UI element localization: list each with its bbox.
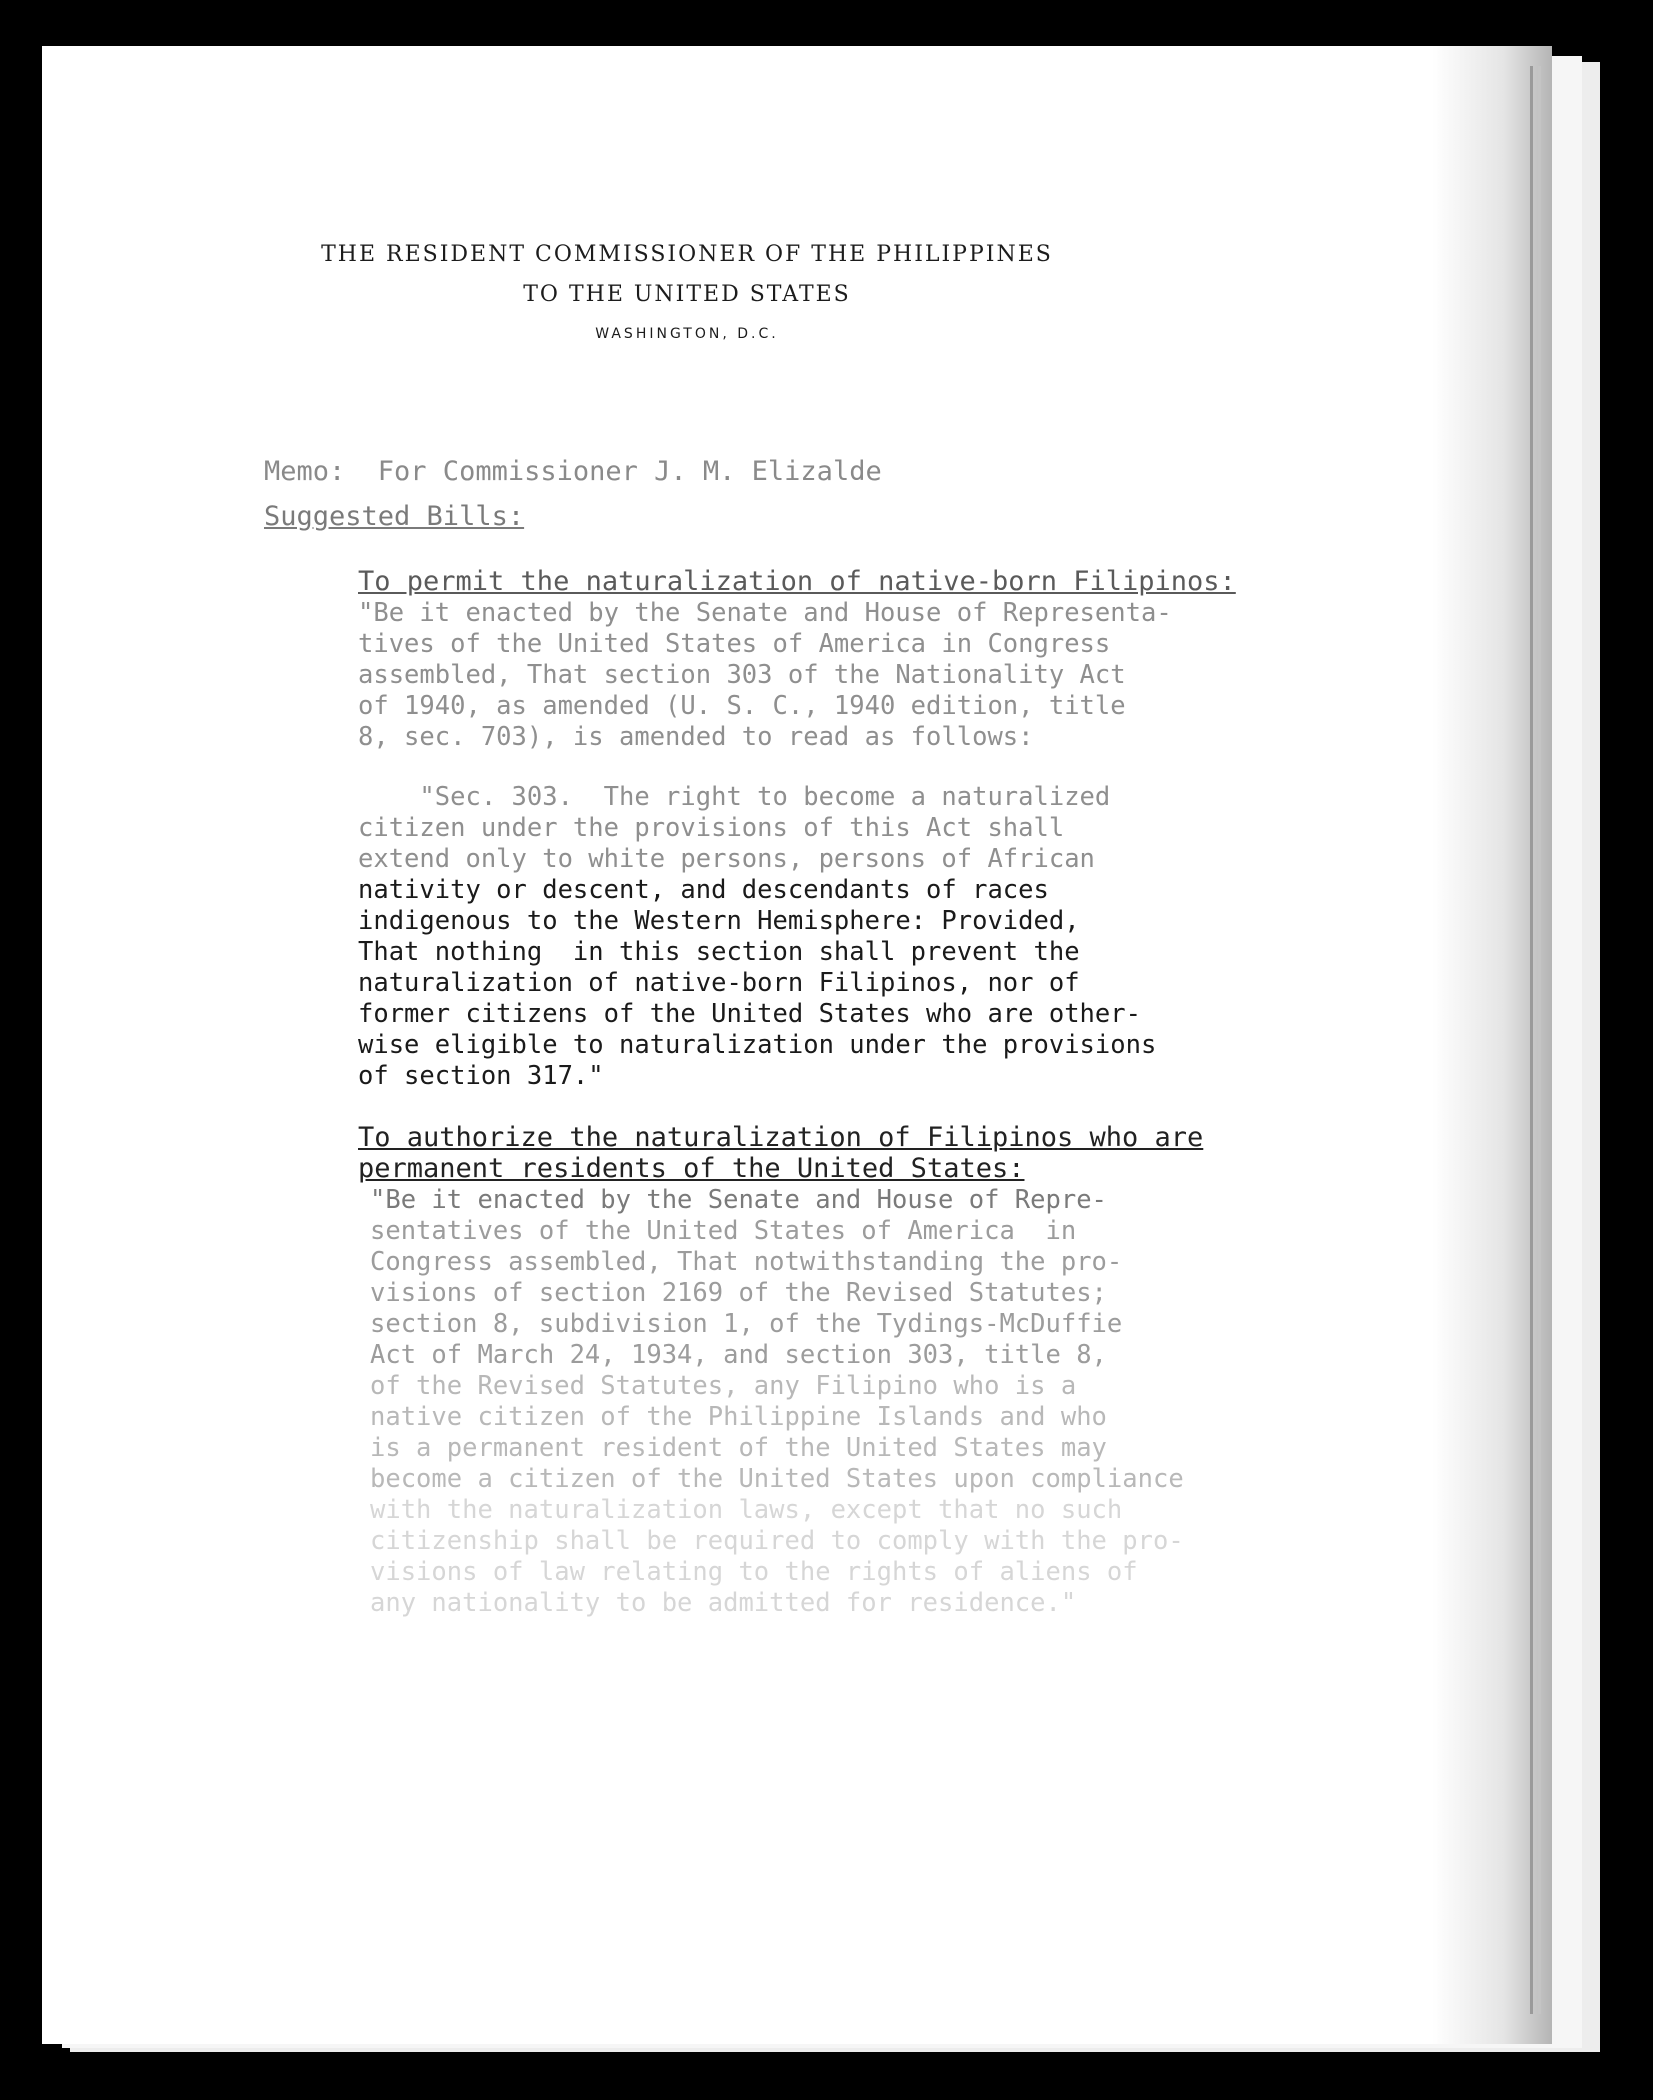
letterhead-location: WASHINGTON, D.C.: [595, 326, 779, 342]
letterhead-title: THE RESIDENT COMMISSIONER OF THE PHILIPPINES: [321, 242, 1053, 267]
letterhead-subtitle: TO THE UNITED STATES: [523, 282, 851, 307]
page-edge-line: [1530, 66, 1533, 2014]
page-edge-line: [1538, 66, 1541, 2014]
bill-2-enacting-clause: "Be it enacted by the Senate and House of Repre-: [370, 1185, 1107, 1215]
bill-1-section-text-continued: nativity or descent, and descendants of races indigenous to the Western Hemisphere: Provided, That nothing in this section shall prevent the naturalization of native-born Filipinos, nor of former citizens of the United States who are other- wise eligible to naturalization under the provisions of section 317.": [358, 875, 1157, 1091]
bill-1-title: To permit the naturalization of native-born Filipinos:: [358, 566, 1236, 597]
suggested-bills-heading: Suggested Bills:: [264, 501, 525, 532]
bill-2-text: sentatives of the United States of America in Congress assembled, That notwithstanding the pro- visions of section 2169 of the Revised Statutes; section 8, subdivision 1, of the Tydings-McDuffie Act of March 24, 1934, and section 303, title 8,: [370, 1216, 1123, 1370]
bill-2-text-faded: of the Revised Statutes, any Filipino who is a native citizen of the Philippine Islands and who is a permanent resident of the United States may become a citizen of the United States upon compliance: [370, 1371, 1184, 1494]
bill-1-enacting-clause: "Be it enacted by the Senate and House of Representa- tives of the United States of America in Congress assembled, That section 303 of the Nationality Act of 1940, as amended (U. S. C., 1940 edition, title 8, sec. 703), is amended to read as follows:: [358, 598, 1172, 752]
document-page: [42, 46, 1552, 2044]
memo-line: Memo: For Commissioner J. M. Elizalde: [264, 456, 882, 487]
bill-1-section-text: "Sec. 303. The right to become a naturalized citizen under the provisions of this Act shall extend only to white persons, persons of African: [358, 782, 1111, 874]
bill-2-text-very-faded: with the naturalization laws, except that no such citizenship shall be required to comply with the pro- visions of law relating to the rights of aliens of any nationality to be admitted for residence.": [370, 1495, 1184, 1618]
bill-2-title: To authorize the naturalization of Filipinos who are permanent residents of the United States:: [358, 1122, 1204, 1184]
page-edge-shadow: [1432, 46, 1552, 2044]
